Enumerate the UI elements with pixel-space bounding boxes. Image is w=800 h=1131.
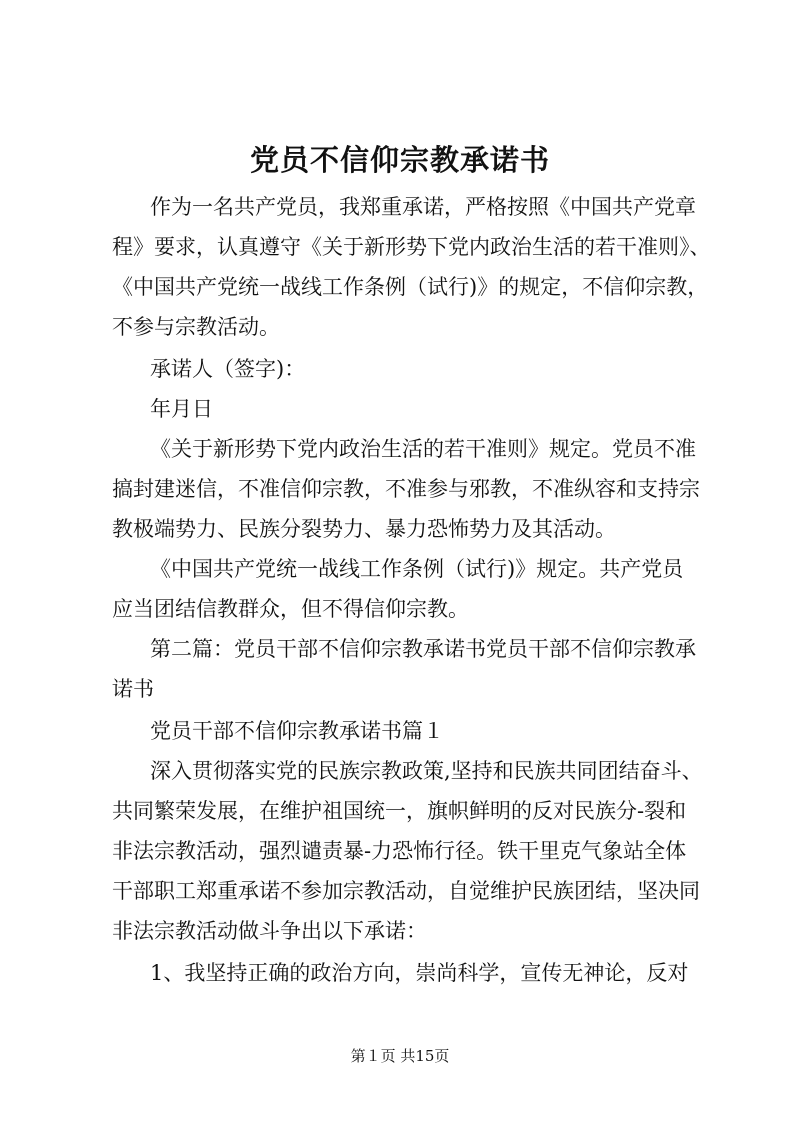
paragraph-line: 《中国共产党统一战线工作条例（试行)》的规定，不信仰宗教， [112, 275, 709, 299]
paragraph-line: 深入贯彻落实党的民族宗教政策,坚持和民族共同团结奋斗、 [150, 759, 703, 783]
paragraph-line: 《中国共产党统一战线工作条例（试行)》规定。共产党员 [150, 557, 684, 581]
paragraph-line: 干部职工郑重承诺不参加宗教活动，自觉维护民族团结，坚决同 [112, 879, 700, 903]
date-line: 年月日 [150, 397, 213, 421]
document-title: 党员不信仰宗教承诺书 [249, 143, 550, 177]
paragraph-line: 应当团结信教群众，但不得信仰宗教。 [112, 597, 469, 621]
page-footer: 第１页 共15页 [350, 1047, 450, 1065]
paragraph-line: 搞封建迷信，不准信仰宗教，不准参与邪教，不准纵容和支持宗 [112, 477, 700, 501]
section-heading-line: 第二篇：党员干部不信仰宗教承诺书党员干部不信仰宗教承 [150, 637, 696, 661]
paragraph-line: 共同繁荣发展，在维护祖国统一，旗帜鲜明的反对民族分-裂和 [112, 799, 687, 823]
paragraph-line: 程》要求，认真遵守《关于新形势下党内政治生活的若干准则》、 [112, 235, 711, 259]
paragraph-line: 教极端势力、民族分裂势力、暴力恐怖势力及其活动。 [112, 517, 616, 541]
section-heading-line: 诺书 [112, 677, 154, 701]
signature-line: 承诺人（签字)： [150, 357, 306, 381]
paragraph-line: 《关于新形势下党内政治生活的若干准则》规定。党员不准 [150, 437, 696, 461]
paragraph-line: 不参与宗教活动。 [112, 315, 280, 339]
paragraph-line: 非法宗教活动，强烈谴责暴-力恐怖行径。铁干里克气象站全体 [112, 839, 687, 863]
subheading-line: 党员干部不信仰宗教承诺书篇１ [150, 719, 444, 743]
list-item-line: 1、我坚持正确的政治方向，崇尚科学，宣传无神论，反对 [150, 961, 689, 985]
paragraph-line: 非法宗教活动做斗争出以下承诺： [112, 919, 427, 943]
paragraph-line: 作为一名共产党员，我郑重承诺，严格按照《中国共产党章 [150, 195, 696, 219]
